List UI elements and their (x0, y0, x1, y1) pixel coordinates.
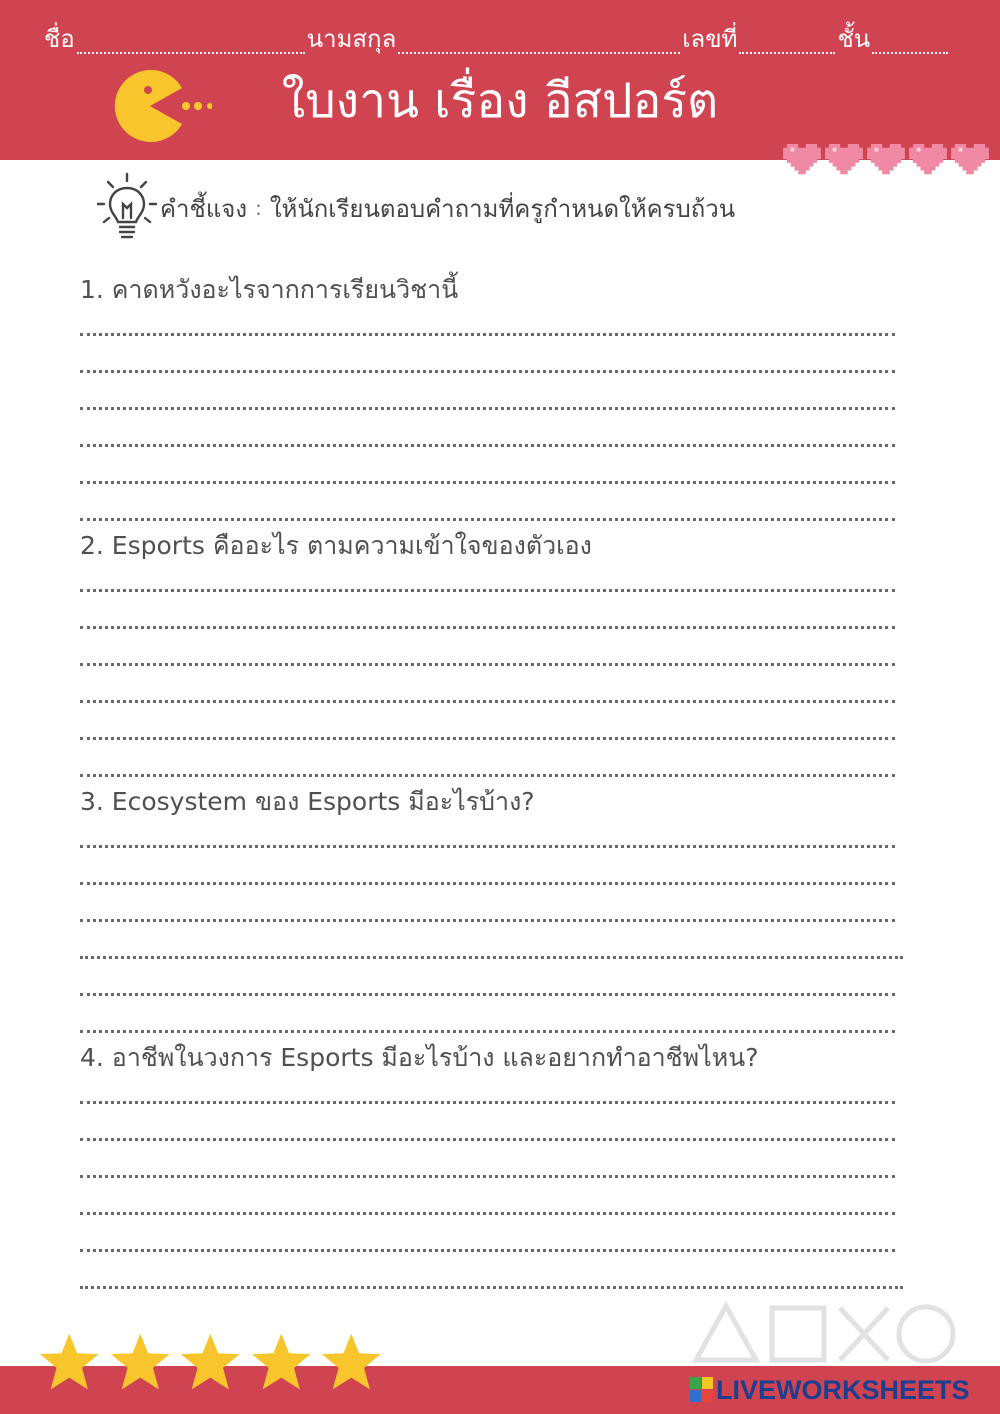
name-field-line[interactable] (77, 26, 305, 54)
question-text: 2. Esports คืออะไร ตามความเข้าใจของตัวเอง (80, 531, 592, 560)
liveworksheets-logo-text: LIVEWORKSHEETS (716, 1374, 970, 1405)
answer-line[interactable] (80, 885, 895, 922)
answer-line[interactable] (80, 1178, 895, 1215)
answer-line[interactable] (80, 629, 895, 666)
name-label: ชื่อ (44, 25, 75, 53)
answer-line[interactable] (80, 1076, 895, 1104)
answer-line[interactable] (80, 848, 895, 885)
number-label: เลขที่ (682, 25, 738, 53)
answer-line[interactable] (80, 703, 895, 740)
worksheet-title: ใบงาน เรื่อง อีสปอร์ต (281, 73, 719, 129)
class-label: ชั้น (837, 25, 871, 53)
answer-line[interactable] (80, 1104, 895, 1141)
student-info-row (44, 14, 978, 54)
answer-line[interactable] (80, 308, 895, 336)
question-4 (80, 1040, 920, 1289)
star-icon (109, 1330, 172, 1394)
star-icon (320, 1330, 383, 1394)
answer-line[interactable] (80, 336, 895, 373)
answer-line[interactable] (80, 1215, 895, 1252)
instruction-separator: : (255, 196, 262, 220)
header-banner (0, 0, 1000, 160)
stars-decoration (38, 1330, 383, 1394)
playstation-shapes-icon (690, 1300, 960, 1366)
question-2 (80, 528, 920, 777)
answer-line[interactable] (80, 740, 895, 777)
question-3 (80, 784, 920, 1033)
lightbulb-icon (96, 172, 158, 244)
instruction-label: คำชี้แจง (160, 194, 248, 223)
instruction-text: ให้นักเรียนตอบคำถามที่ครูกำหนดให้ครบถ้วน (269, 194, 736, 223)
surname-label: นามสกุล (306, 25, 397, 53)
answer-line[interactable] (80, 447, 895, 484)
answer-line[interactable] (80, 996, 895, 1033)
number-field-line[interactable] (739, 26, 835, 54)
class-field-line[interactable] (872, 26, 948, 54)
instruction-row (96, 172, 976, 244)
answer-line[interactable] (80, 1252, 903, 1289)
question-text: 4. อาชีพในวงการ Esports มีอะไรบ้าง และอยากทำอาชีพไหน? (80, 1043, 759, 1072)
answer-line[interactable] (80, 666, 895, 703)
answer-line[interactable] (80, 959, 895, 996)
answer-line[interactable] (80, 373, 895, 410)
question-1 (80, 272, 920, 521)
pacman-icon (112, 68, 212, 144)
surname-field-line[interactable] (398, 26, 680, 54)
star-icon (38, 1330, 101, 1394)
question-text: 3. Ecosystem ของ Esports มีอะไรบ้าง? (80, 787, 535, 816)
answer-line[interactable] (80, 1141, 895, 1178)
answer-line[interactable] (80, 484, 895, 521)
star-icon (179, 1330, 242, 1394)
answer-line[interactable] (80, 410, 895, 447)
answer-line[interactable] (80, 564, 895, 592)
liveworksheets-logo[interactable] (690, 1372, 990, 1408)
question-text: 1. คาดหวังอะไรจากการเรียนวิชานี้ (80, 275, 459, 304)
star-icon (250, 1330, 313, 1394)
answer-line[interactable] (80, 592, 895, 629)
answer-line[interactable] (80, 922, 903, 959)
answer-line[interactable] (80, 820, 895, 848)
liveworksheets-logo-icon (690, 1377, 714, 1403)
